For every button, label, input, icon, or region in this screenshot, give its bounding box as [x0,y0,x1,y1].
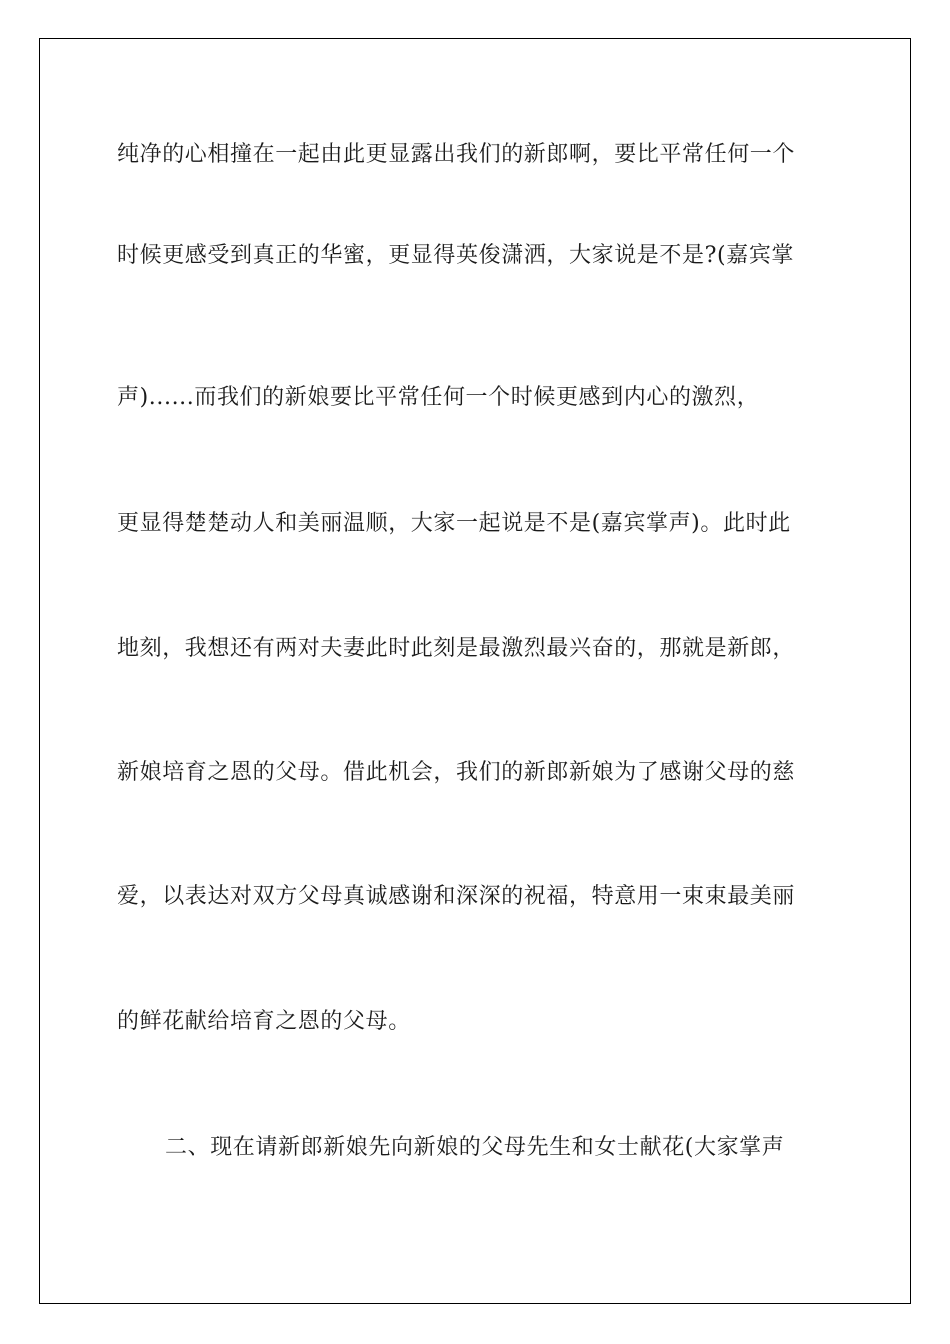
text-line-2: 时候更感受到真正的华蜜，更显得英俊潇洒，大家说是不是?(嘉宾掌 [117,243,794,268]
text-line-8: 的鲜花献给培育之恩的父母。 [117,1009,411,1034]
paragraph-2-line-1: 二、现在请新郎新娘先向新娘的父母先生和女士献花(大家掌声 [165,1135,785,1160]
text-line-7: 爱，以表达对双方父母真诚感谢和深深的祝福，特意用一束束最美丽 [117,884,796,909]
page-border [39,38,911,1304]
text-line-1: 纯净的心相撞在一起由此更显露出我们的新郎啊，要比平常任何一个 [117,142,796,167]
text-line-4: 更显得楚楚动人和美丽温顺，大家一起说是不是(嘉宾掌声)。此时此 [117,511,791,536]
text-line-5: 地刻，我想还有两对夫妻此时此刻是最激烈最兴奋的，那就是新郎， [117,636,796,661]
text-line-3: 声)......而我们的新娘要比平常任何一个时候更感到内心的激烈， [117,385,760,410]
text-line-6: 新娘培育之恩的父母。借此机会，我们的新郎新娘为了感谢父母的慈 [117,760,796,785]
